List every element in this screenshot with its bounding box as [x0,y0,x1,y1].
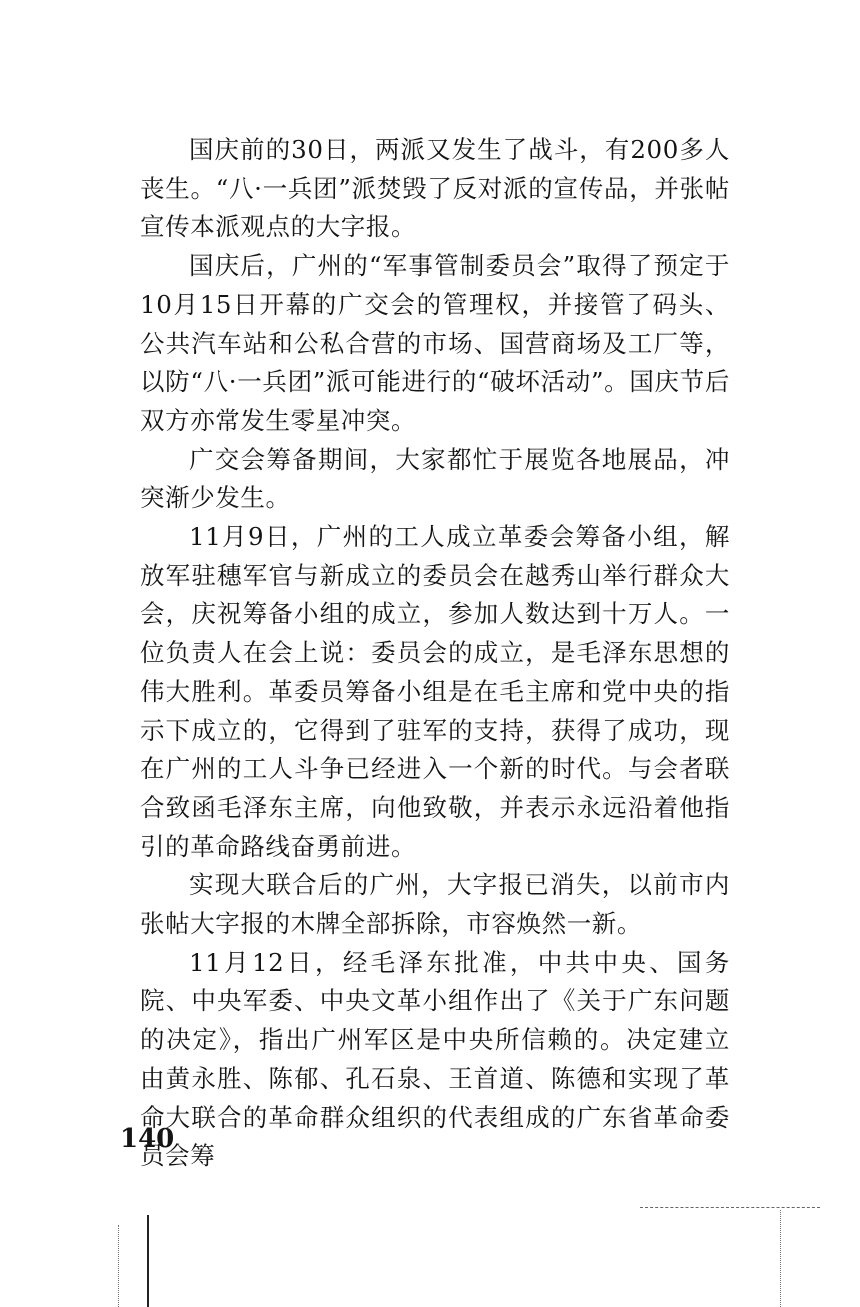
scan-artifact-dotted-line [118,1225,119,1307]
scan-artifact-dashed-line [640,1207,820,1208]
paragraph: 国庆前的30日，两派又发生了战斗，有200多人丧生。“八·一兵团”派焚毁了反对派的宣传品，并张帖宣传本派观点的大字报。 [140,135,730,242]
scan-artifact-dotted-line [780,1210,781,1307]
body-text [140,131,730,1176]
paragraph: 11月9日，广州的工人成立革委会筹备小组，解放军驻穗军官与新成立的委员会在越秀山举行群众大会，庆祝筹备小组的成立，参加人数达到十万人。一位负责人在会上说：委员会的成立，是毛泽东思想的伟大胜利。革委员筹备小组是在毛主席和党中央的指示下成立的，它得到了驻军的支持，获得了成功，现在广州的工人斗争已经进入一个新的时代。与会者联合致函毛泽东主席，向他致敬，并表示永远沿着他指引的革命路线奋勇前进。 [140,522,730,861]
page-number: 140 [120,1124,175,1154]
paragraph: 国庆后，广州的“军事管制委员会”取得了预定于10月15日开幕的广交会的管理权，并接管了码头、公共汽车站和公私合营的市场、国营商场及工厂等，以防“八·一兵团”派可能进行的“破坏活动”。国庆节后双方亦常发生零星冲突。 [140,251,730,435]
paragraph: 实现大联合后的广州，大字报已消失，以前市内张帖大字报的木牌全部拆除，市容焕然一新。 [140,870,730,939]
paragraph: 11月12日，经毛泽东批准，中共中央、国务院、中央军委、中央文革小组作出了《关于广东问题的决定》，指出广州军区是中央所信赖的。决定建立由黄永胜、陈郁、孔石泉、王首道、陈德和实现了革命大联合的革命群众组织的代表组成的广东省革命委员会筹 [140,947,730,1171]
scan-artifact-vertical-line [147,1215,149,1307]
paragraph: 广交会筹备期间，大家都忙于展览各地展品，冲突渐少发生。 [140,444,730,513]
